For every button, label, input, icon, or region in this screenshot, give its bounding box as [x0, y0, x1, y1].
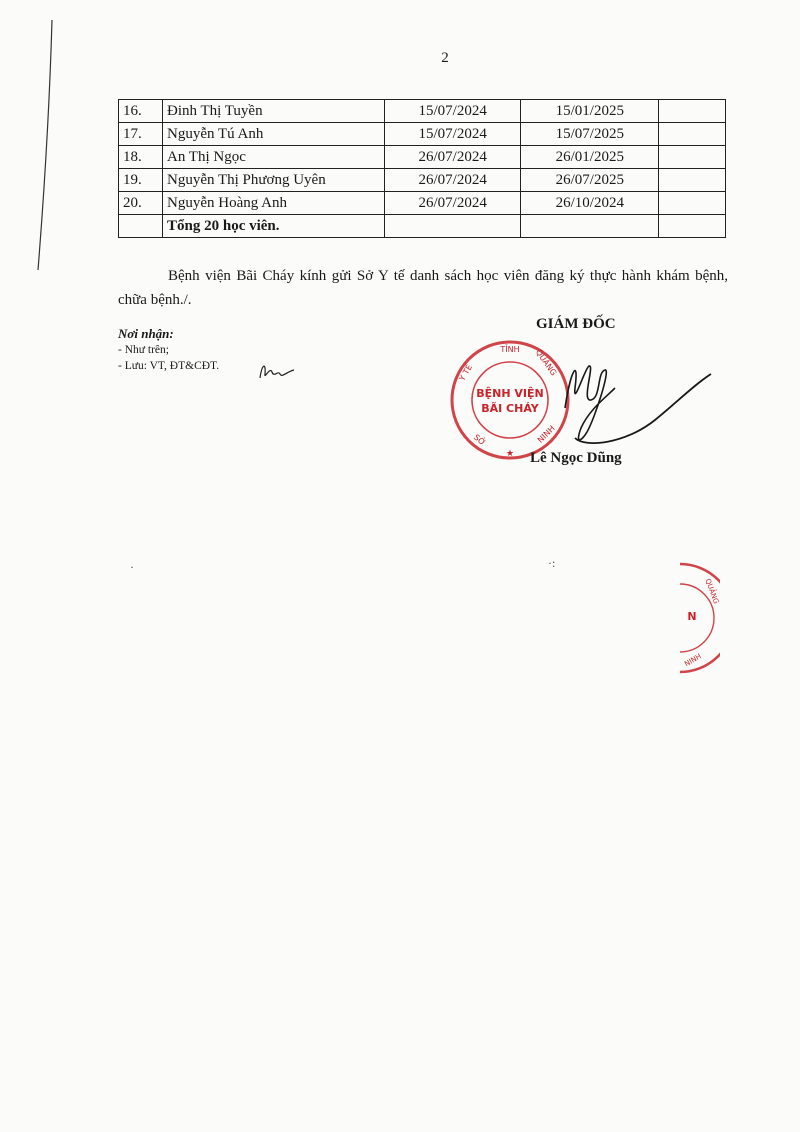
signer-name: Lê Ngọc Dũng [530, 450, 622, 466]
stamp-line-1: BỆNH VIỆN [476, 387, 544, 400]
table-row [119, 123, 726, 146]
page-number: 2 [441, 50, 449, 66]
start-date: 26/07/2024 [385, 146, 521, 169]
start-date [385, 215, 521, 238]
note-cell [659, 192, 726, 215]
total-row [119, 215, 726, 238]
row-number: 17. [119, 123, 163, 146]
recipients-block [118, 326, 219, 374]
partial-stamp-inner: N [687, 610, 697, 623]
note-cell [659, 123, 726, 146]
student-name: Nguyễn Thị Phương Uyên [163, 169, 385, 192]
end-date: 26/10/2024 [521, 192, 659, 215]
table-row [119, 100, 726, 123]
stamp-ring-bottom-left: SỞ [471, 432, 488, 448]
note-cell [659, 100, 726, 123]
partial-stamp [640, 558, 720, 678]
recipient-item: - Lưu: VT, ĐT&CĐT. [118, 360, 220, 372]
table-row [119, 169, 726, 192]
scan-speck: · [130, 560, 134, 574]
stamp-ring-top: TỈNH [500, 345, 520, 354]
stamp-ring-left: Y TẾ [457, 362, 475, 383]
table-row [119, 192, 726, 215]
row-number: 18. [119, 146, 163, 169]
row-number: 16. [119, 100, 163, 123]
student-table [118, 99, 726, 238]
scan-speck: ·: [548, 556, 556, 570]
student-name: An Thị Ngọc [163, 146, 385, 169]
director-title: GIÁM ĐỐC [536, 316, 616, 332]
end-date [521, 215, 659, 238]
stamp-ring-right: QUẢNG [533, 347, 559, 378]
partial-stamp-ring-text: QUẢNG [703, 577, 720, 605]
student-name: Đinh Thị Tuyền [163, 100, 385, 123]
closing-statement: Bệnh viện Bãi Cháy kính gửi Sở Y tế danh sách học viên đăng ký thực hành khám bệnh, chữa bệnh./. [118, 268, 728, 308]
page-edge-line [22, 0, 82, 280]
end-date: 26/07/2025 [521, 169, 659, 192]
handwritten-initials [256, 360, 296, 384]
partial-stamp-ring-text: NINH [683, 652, 703, 669]
row-number: 19. [119, 169, 163, 192]
student-name: Nguyễn Tú Anh [163, 123, 385, 146]
student-name: Nguyễn Hoàng Anh [163, 192, 385, 215]
start-date: 26/07/2024 [385, 169, 521, 192]
end-date: 26/01/2025 [521, 146, 659, 169]
note-cell [659, 215, 726, 238]
row-number [119, 215, 163, 238]
row-number: 20. [119, 192, 163, 215]
note-cell [659, 146, 726, 169]
stamp-ring-bottom: NINH [535, 423, 557, 445]
table-row [119, 146, 726, 169]
start-date: 26/07/2024 [385, 192, 521, 215]
svg-text:★: ★ [505, 448, 515, 458]
start-date: 15/07/2024 [385, 123, 521, 146]
stamp-line-2: BÃI CHÁY [481, 402, 539, 415]
total-label: Tổng 20 học viên. [163, 215, 385, 238]
end-date: 15/01/2025 [521, 100, 659, 123]
recipient-item: - Như trên; [118, 344, 169, 356]
recipients-title: Nơi nhận: [118, 326, 174, 341]
director-signature [545, 348, 715, 458]
note-cell [659, 169, 726, 192]
start-date: 15/07/2024 [385, 100, 521, 123]
end-date: 15/07/2025 [521, 123, 659, 146]
